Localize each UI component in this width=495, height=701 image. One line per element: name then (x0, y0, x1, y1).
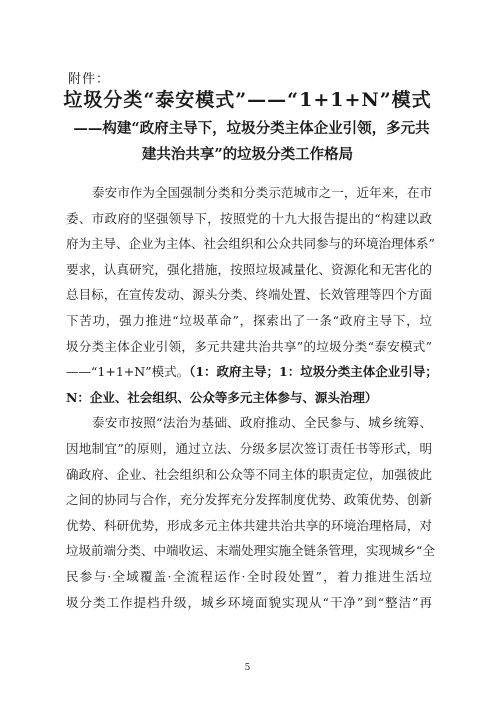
paragraph-2-line: 泰安市按照“法治为基础、政府推动、全民参与、城乡统筹、 (92, 415, 432, 431)
paragraph-1-line: 要求，认真研究，强化措施，按照垃圾减量化、资源化和无害化的 (66, 261, 432, 277)
paragraph-1-line: 下苦功，强力推进“垃圾革命”，探索出了一条“政府主导下，垃 (66, 312, 432, 328)
document-subtitle-line-1: ——构建“政府主导下，垃圾分类主体企业引领，多元共 (73, 120, 430, 137)
paragraph-1-bold-text: （1：政府主导；1：垃圾分类主体企业引导； (189, 364, 438, 380)
paragraph-1-plain-text: ——“1+1+N”模式。 (66, 364, 190, 380)
paragraph-2-line: 民参与·全域覆盖·全流程运作·全时段处置”，着力推进生活垃 (66, 568, 432, 584)
paragraph-1-bold-line: N：企业、社会组织、公众等多元主体参与、源头治理） (66, 389, 378, 405)
paragraph-2-line: 之间的协同与合作，充分发挥充分发挥制度优势、政策优势、创新 (66, 492, 432, 508)
paragraph-2-line: 确政府、企业、社会组织和公众等不同主体的职责定位，加强彼此 (66, 466, 432, 482)
document-title: 垃圾分类“泰安模式”——“1+1+N”模式 (63, 89, 432, 111)
page-number: 5 (244, 663, 251, 673)
paragraph-1-line-mixed (66, 359, 438, 385)
paragraph-2-line: 因地制宜”的原则，通过立法、分级多层次签订责任书等形式，明 (66, 440, 432, 456)
paragraph-2-line: 优势、科研优势，形成多元主体共建共治共享的环境治理格局，对 (66, 517, 432, 533)
paragraph-1-line: 委、市政府的坚强领导下，按照党的十九大报告提出的“构建以政 (66, 210, 432, 226)
paragraph-2-line: 圾分类工作提档升级，城乡环境面貌实现从“干净”到“整洁”再 (66, 594, 432, 610)
document-subtitle-line-2: 建共治共享”的垃圾分类工作格局 (141, 146, 354, 163)
paragraph-1-line: 圾分类主体企业引领，多元共建共治共享”的垃圾分类“泰安模式” (66, 338, 432, 354)
paragraph-1-line: 府为主导、企业为主体、社会组织和公众共同参与的环境治理体系” (66, 236, 435, 252)
paragraph-2-line: 垃圾前端分类、中端收运、末端处理实施全链条管理，实现城乡“全 (66, 543, 435, 559)
paragraph-1-line: 泰安市作为全国强制分类和分类示范城市之一，近年来，在市 (92, 185, 432, 200)
attachment-label: 附件： (68, 72, 111, 87)
paragraph-1-line: 总目标，在宣传发动、源头分类、终端处置、长效管理等四个方面 (66, 287, 432, 303)
body-text (66, 180, 438, 615)
